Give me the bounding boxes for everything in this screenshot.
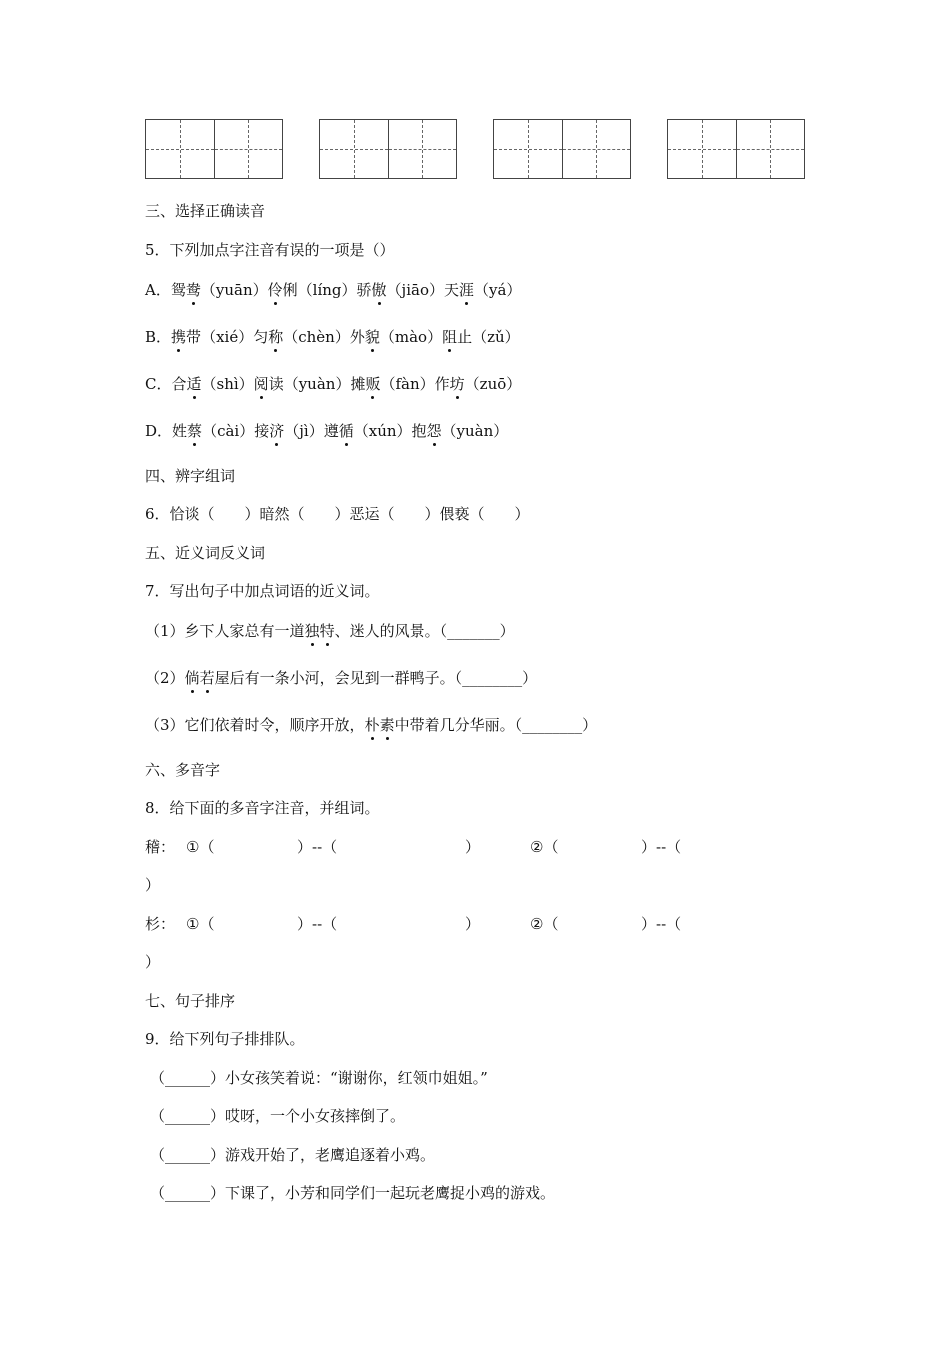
q8-row2-wrap: ） [145, 953, 161, 971]
q8-row2-blank2: ）--（ [297, 915, 338, 933]
q8-row1-wrap: ） [145, 876, 161, 894]
q5-option-b: B．携带（xié）匀称（chèn）外貌（mào）阻止（zǔ） [145, 328, 520, 346]
section-4-title: 四、辨字组词 [145, 467, 236, 485]
writing-grid-2 [319, 119, 457, 179]
q8-row1-blank1: ①（ [186, 838, 215, 856]
q7-sentence-2: （2）倘若屋后有一条小河，会见到一群鸭子。（________） [145, 669, 538, 687]
q7-stem: 7．写出句子中加点词语的近义词。 [145, 582, 380, 600]
q7-sentence-1: （1）乡下人家总有一道独特、迷人的风景。（_______） [145, 622, 515, 640]
q8-stem: 8．给下面的多音字注音，并组词。 [145, 799, 380, 817]
q8-row1-blank4: ②（ [530, 838, 559, 856]
section-6-title: 六、多音字 [145, 761, 221, 779]
q8-row2-char: 杉： [145, 915, 176, 933]
q5-stem: 5．下列加点字注音有误的一项是（） [145, 241, 395, 259]
q5-option-a: A．鸳鸯（yuān）伶俐（líng）骄傲（jiāo）天涯（yá） [145, 281, 522, 299]
q8-row1-blank2: ）--（ [297, 838, 338, 856]
section-5-title: 五、近义词反义词 [145, 544, 266, 562]
q8-row1-char: 稽： [145, 838, 176, 856]
q9-item-1: （______）小女孩笑着说：“谢谢你，红领巾姐姐。” [150, 1069, 488, 1087]
q9-item-4: （______）下课了，小芳和同学们一起玩老鹰捉小鸡的游戏。 [150, 1184, 556, 1202]
q9-stem: 9．给下列句子排排队。 [145, 1030, 305, 1048]
q5-option-c: C．合适（shì）阅读（yuàn）摊贩（fàn）作坊（zuō） [145, 375, 522, 393]
q8-row2-blank4: ②（ [530, 915, 559, 933]
q8-row2-blank1: ①（ [186, 915, 215, 933]
q8-row2-blank3: ） [465, 915, 481, 933]
q9-item-2: （______）哎呀，一个小女孩摔倒了。 [150, 1107, 406, 1125]
q5-option-d: D．姓蔡（cài）接济（jì）遵循（xún）抱怨（yuàn） [145, 422, 509, 440]
q7-sentence-3: （3）它们依着时令，顺序开放，朴素中带着几分华丽。（________） [145, 716, 598, 734]
q8-row1-blank3: ） [465, 838, 481, 856]
q8-row1-blank5: ）--（ [641, 838, 682, 856]
q6-line: 6．恰谈（ ）暗然（ ）恶运（ ）偎亵（ ） [145, 505, 530, 523]
writing-grid-1 [145, 119, 283, 179]
section-3-title: 三、选择正确读音 [145, 202, 266, 220]
q9-item-3: （______）游戏开始了，老鹰追逐着小鸡。 [150, 1146, 436, 1164]
writing-grid-4 [667, 119, 805, 179]
section-7-title: 七、句子排序 [145, 992, 236, 1010]
writing-grid-3 [493, 119, 631, 179]
q8-row2-blank5: ）--（ [641, 915, 682, 933]
